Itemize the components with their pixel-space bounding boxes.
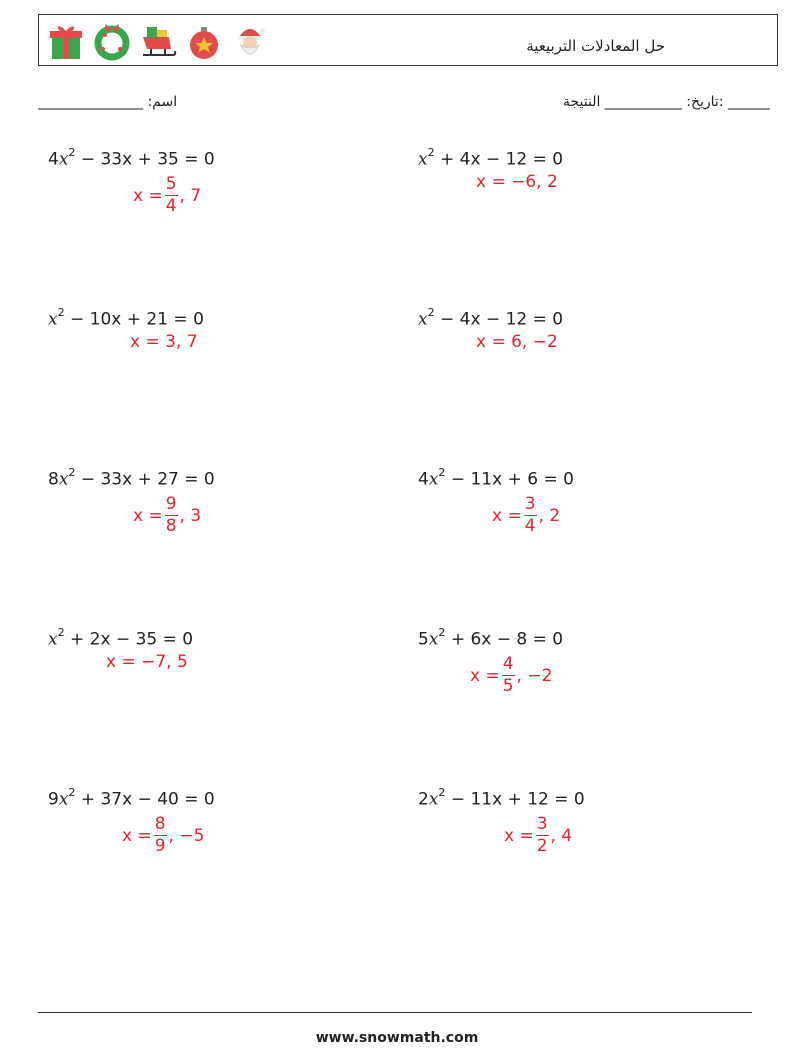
problem-item: [418, 466, 574, 536]
santa-icon: [231, 21, 269, 61]
header-box: [38, 14, 778, 66]
equation: $8x^2 - 33x + 27 = 0$: [48, 466, 215, 490]
equation: $x^2 + 4x - 12 = 0$: [418, 146, 564, 170]
answer: x = $\frac{5}{4}$ , 7: [133, 174, 202, 216]
footer-url: www.snowmath.com: [315, 1030, 479, 1046]
footer-divider: [38, 1012, 752, 1013]
equation: $5x^2 + 6x - 8 = 0$: [418, 626, 564, 650]
fraction: $\frac{9}{8}$: [165, 494, 177, 536]
answer: x = $\frac{9}{8}$ , 3: [133, 494, 202, 536]
problem-item: [48, 306, 204, 352]
answer: x = $\frac{8}{9}$ , −5: [122, 814, 205, 856]
fraction: $\frac{3}{4}$: [524, 494, 536, 536]
page-title: حل المعادلات التربيعية: [526, 37, 665, 55]
sleigh-icon: [139, 21, 177, 61]
problem-item: [418, 626, 564, 696]
answer: x = $\frac{3}{4}$ , 2: [492, 494, 561, 536]
equation: $9x^2 + 37x - 40 = 0$: [48, 786, 215, 810]
equation: $x^2 - 10x + 21 = 0$: [48, 306, 204, 330]
gift-icon: [47, 21, 85, 61]
icon-strip: [47, 21, 269, 61]
problem-item: [48, 626, 194, 672]
name-field: اسم: _______________: [38, 94, 178, 110]
answer: x = $\frac{4}{5}$ , −2: [470, 654, 553, 696]
answer: x = 3, 7: [130, 332, 198, 352]
problem-item: [48, 466, 215, 536]
equation: $2x^2 - 11x + 12 = 0$: [418, 786, 585, 810]
fraction: $\frac{3}{2}$: [536, 814, 548, 856]
fraction: $\frac{5}{4}$: [165, 174, 177, 216]
problem-item: [418, 786, 585, 856]
equation: $x^2 - 4x - 12 = 0$: [418, 306, 564, 330]
answer: x = $\frac{3}{2}$ , 4: [504, 814, 573, 856]
wreath-icon: [93, 21, 131, 61]
problem-item: [48, 146, 215, 216]
answer: x = 6, −2: [476, 332, 558, 352]
problem-item: [48, 786, 215, 856]
problem-item: [418, 306, 564, 352]
problem-item: [418, 146, 564, 192]
equation: $4x^2 - 33x + 35 = 0$: [48, 146, 215, 170]
equation: $4x^2 - 11x + 6 = 0$: [418, 466, 574, 490]
ornament-icon: [185, 21, 223, 61]
equation: $x^2 + 2x - 35 = 0$: [48, 626, 194, 650]
answer: x = −6, 2: [476, 172, 558, 192]
fraction: $\frac{4}{5}$: [502, 654, 514, 696]
answer: x = −7, 5: [106, 652, 188, 672]
date-score-field: ______ :تاريخ: ___________ النتيجة: [562, 94, 770, 110]
fraction: $\frac{8}{9}$: [154, 814, 166, 856]
